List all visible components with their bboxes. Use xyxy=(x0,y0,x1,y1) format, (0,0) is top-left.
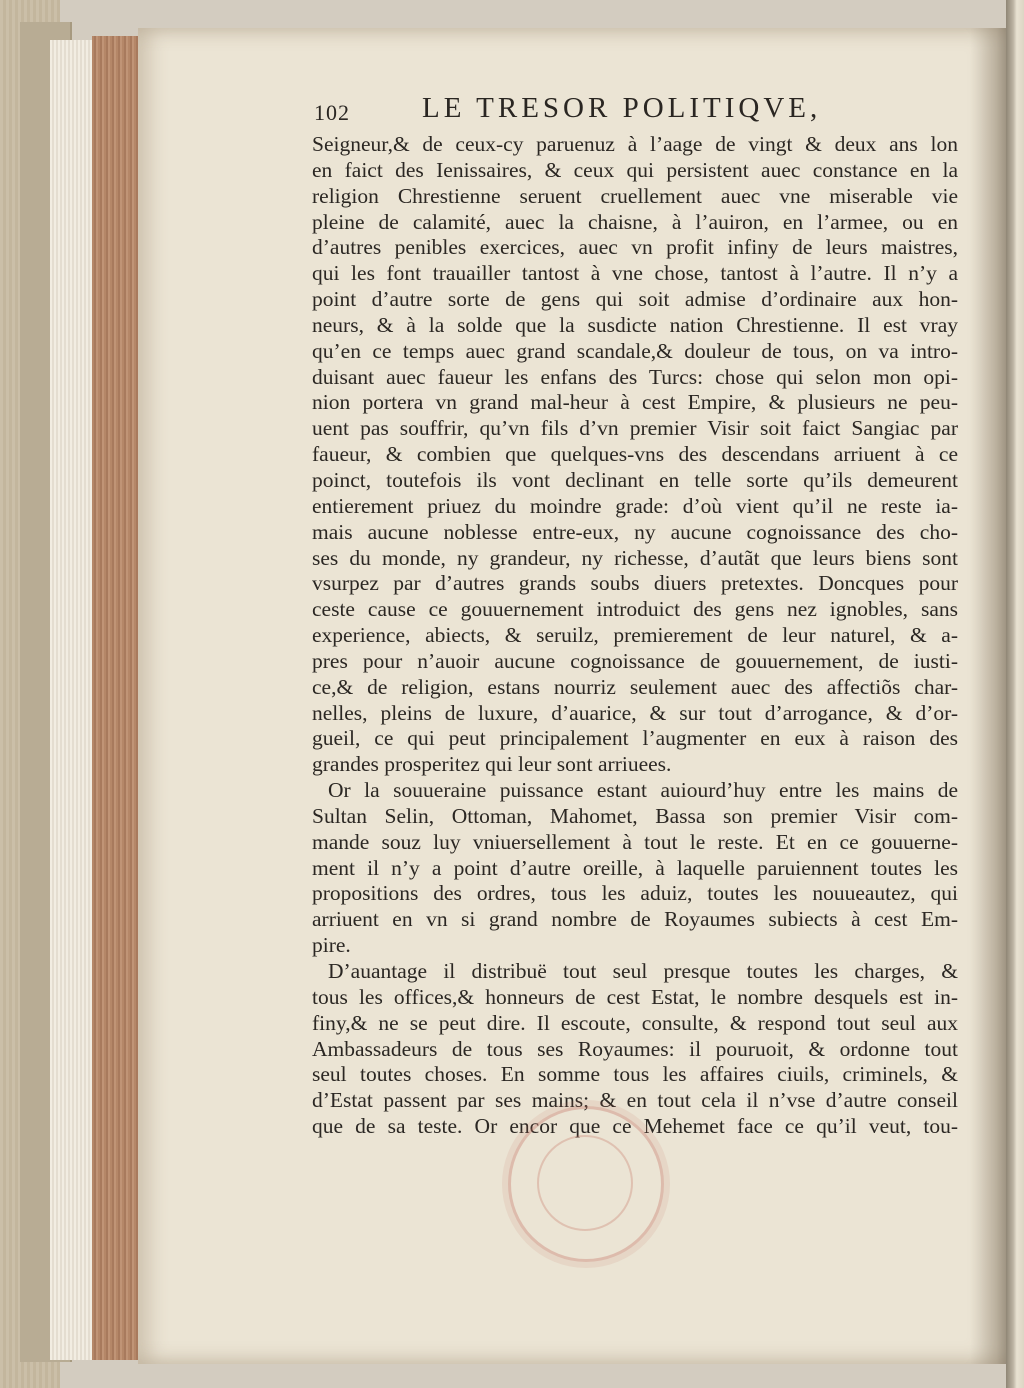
text-line: nion portera vn grand mal-heur à cest Empire, & plusieurs ne peu- xyxy=(312,390,958,415)
text-line: religion Chrestienne seruent cruellement auec vne miserable vie xyxy=(312,183,958,208)
text-line: Ambassadeurs de tous ses Royaumes: il pouruoit, & ordonne tout xyxy=(312,1036,958,1061)
text-line: finy,& ne se peut dire. Il escoute, consulte, & respond tout seul aux xyxy=(312,1010,958,1035)
text-line: D’auantage il distribuë tout seul presque toutes les charges, & xyxy=(328,959,958,983)
text-line: duisant auec faueur les enfans des Turcs: chose qui selon mon opi- xyxy=(312,364,958,389)
text-line: propositions des ordres, tous les aduiz, toutes les nouueautez, qui xyxy=(312,881,958,906)
text-line: pleine de calamité, auec la chaisne, à l’auiron, en l’armee, ou en xyxy=(312,209,958,234)
text-line: que de sa teste. Or encor que ce Mehemet face ce qu’il veut, tou- xyxy=(312,1114,958,1139)
fore-edge xyxy=(92,36,138,1360)
text-line: grandes prosperitez qui leur sont arriuees. xyxy=(312,752,672,777)
text-line: nelles, pleins de luxure, d’auarice, & sur tout d’arrogance, & d’or- xyxy=(312,700,958,725)
text-line: faueur, & combien que quelques-vns des descendans arriuent à ce xyxy=(312,442,958,467)
text-line: qui les font trauailler tantost à vne chose, tantost à l’autre. Il n’y a xyxy=(312,261,958,286)
text-line: qu’en ce temps auec grand scandale,& douleur de tous, on va intro- xyxy=(312,338,958,363)
page-number: 102 xyxy=(314,100,350,125)
text-line: seul toutes choses. En somme tous les affaires ciuils, criminels, & xyxy=(312,1062,958,1087)
text-line: pres pour n’auoir aucune cognoissance de gouuernement, de iusti- xyxy=(312,648,958,673)
text-line: poinct, toutefois ils vont declinant en telle sorte qu’ils demeurent xyxy=(312,467,958,492)
text-line: ses du monde, ny grandeur, ny richesse, d’autãt que leurs biens sont xyxy=(312,545,958,570)
text-line: vsurpez par d’autres grands soubs diuers pretextes. Doncques pour xyxy=(312,571,958,596)
text-line: uent pas souffrir, qu’vn fils d’vn premier Visir soit faict Sangiac par xyxy=(312,416,958,441)
text-line: d’autres penibles exercices, auec vn profit infiny de leurs maistres, xyxy=(312,235,958,260)
text-line: mais aucune noblesse entre-eux, ny aucune cognoissance des cho- xyxy=(312,519,958,544)
text-line: arriuent en vn si grand nombre de Royaumes subiects à cest Em- xyxy=(312,907,958,932)
library-stamp xyxy=(508,1106,664,1262)
library-stamp-crown xyxy=(537,1135,633,1231)
running-title: LE TRESOR POLITIQVE, xyxy=(422,92,822,124)
text-line: tous les offices,& honneurs de cest Estat, le nombre desquels est in- xyxy=(312,984,958,1009)
text-line: experience, abiects, & seruilz, premierement de leur naturel, & a- xyxy=(312,623,958,648)
body-text xyxy=(312,132,958,1140)
text-line: d’Estat passent par ses mains; & en tout cela il n’vse d’autre conseil xyxy=(312,1088,958,1113)
gutter-shadow xyxy=(970,28,1008,1364)
running-head xyxy=(314,92,874,132)
text-line: neurs, & à la solde que la susdicte nation Chrestienne. Il est vray xyxy=(312,312,958,337)
text-line: pire. xyxy=(312,933,351,958)
text-line: ceste cause ce gouuernement introduict des gens nez ignobles, sans xyxy=(312,597,958,622)
text-line: ment il n’y a point d’autre oreille, à laquelle paruiennent toutes les xyxy=(312,855,958,880)
text-line: en faict des Ienissaires, & ceux qui persistent auec constance en la xyxy=(312,157,958,182)
text-line: entierement priuez du moindre grade: d’où vient qu’il ne reste ia- xyxy=(312,493,958,518)
text-line: gueil, ce qui peut principalement l’augmenter en eux à raison des xyxy=(312,726,958,751)
text-line: Sultan Selin, Ottoman, Mahomet, Bassa son premier Visir com- xyxy=(312,803,958,828)
text-line: point d’autre sorte de gens qui soit admise d’ordinaire aux hon- xyxy=(312,287,958,312)
text-line: Or la souueraine puissance estant auiourd’huy entre les mains de xyxy=(328,778,958,803)
text-line: Seigneur,& de ceux-cy paruenuz à l’aage de vingt & deux ans lon xyxy=(312,132,958,156)
text-line: ce,& de religion, estans nourriz seulement auec des affectiõs char- xyxy=(312,674,958,699)
facing-page-edge xyxy=(1006,0,1024,1388)
text-line: mande souz luy vniuersellement à tout le reste. Et en ce gouuerne- xyxy=(312,829,958,854)
